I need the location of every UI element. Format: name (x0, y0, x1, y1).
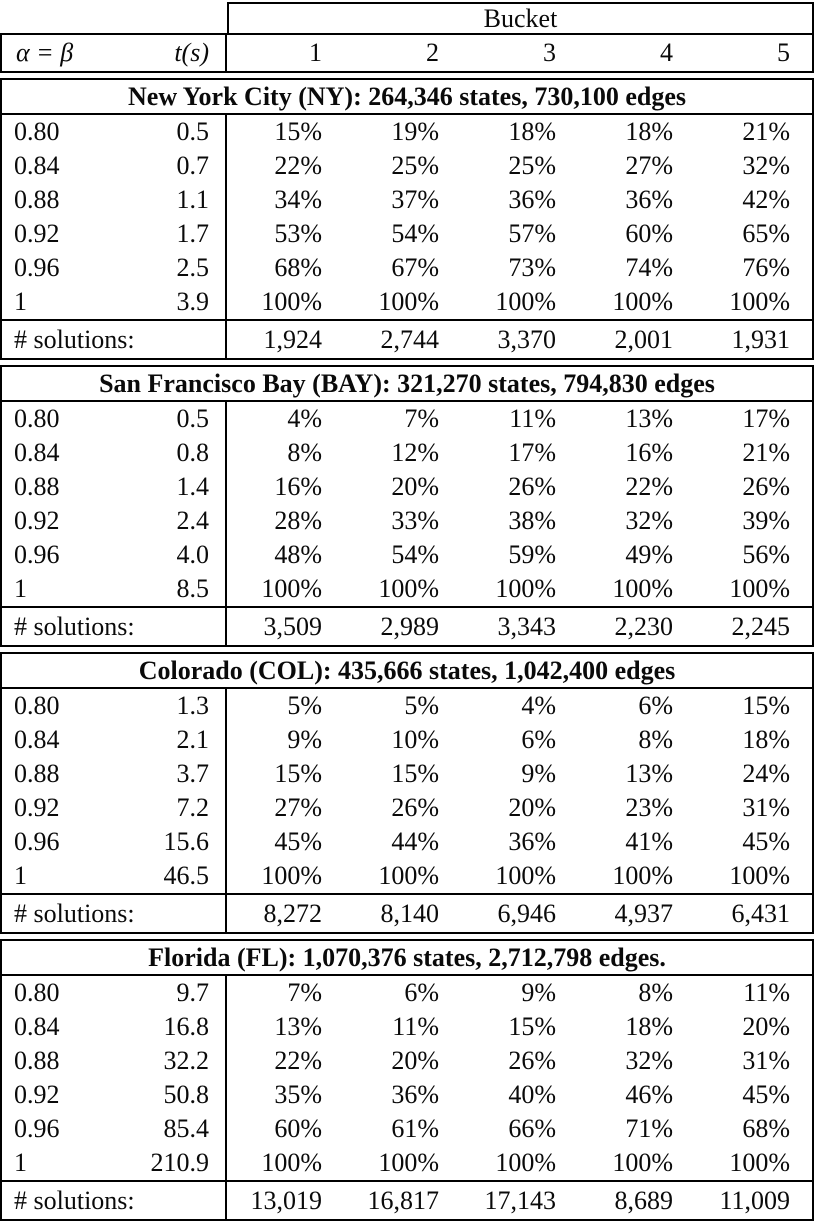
bucket-4-percent-cell: 32% (625, 506, 673, 535)
bucket-5-percent-cell: 17% (742, 404, 790, 433)
t-value-cell: 9.7 (114, 976, 227, 1010)
bucket-5-percent-cell: 31% (742, 1046, 790, 1075)
bucket-1-percent-cell: 15% (274, 759, 322, 788)
section-box (0, 365, 814, 647)
bucket-3-percent-cell: 9% (521, 759, 556, 788)
bucket-2-percent-cell: 36% (391, 1080, 439, 1109)
section-title: Florida (FL): 1,070,376 states, 2,712,798 edges. (2, 941, 812, 976)
table-row (2, 1112, 812, 1146)
alpha-value-cell: 0.96 (14, 253, 60, 282)
alpha-beta-header: α = β (16, 38, 74, 67)
table-row (2, 723, 812, 757)
bucket-1-percent-cell: 7% (287, 978, 322, 1007)
bucket-4-percent-cell: 41% (625, 827, 673, 856)
bucket-1-percent-cell: 68% (274, 253, 322, 282)
bucket-4-percent-cell: 32% (625, 1046, 673, 1075)
bucket-4-percent-cell: 18% (625, 117, 673, 146)
bucket-1-percent-cell: 8% (287, 438, 322, 467)
bucket-5-solutions-cell: 2,245 (731, 612, 790, 641)
bucket-5-percent-cell: 100% (729, 574, 790, 603)
alpha-value-cell: 0.88 (14, 185, 60, 214)
bucket-1-percent-cell: 100% (261, 1148, 322, 1177)
t-value-cell: 8.5 (114, 572, 227, 606)
bucket-2-percent-cell: 10% (391, 725, 439, 754)
corner-spacer (0, 2, 227, 33)
bucket-2-solutions-cell: 2,744 (380, 325, 439, 354)
bucket-1-percent-cell: 4% (287, 404, 322, 433)
bucket-5-percent-cell: 45% (742, 827, 790, 856)
table-row (2, 689, 812, 723)
bucket-3-solutions-cell: 3,343 (497, 612, 556, 641)
bucket-4-percent-cell: 100% (612, 861, 673, 890)
bucket-4-percent-cell: 27% (625, 151, 673, 180)
bucket-3-solutions-cell: 6,946 (497, 899, 556, 928)
bucket-4-percent-cell: 22% (625, 472, 673, 501)
table-row (2, 285, 812, 319)
bucket-3-percent-cell: 26% (508, 1046, 556, 1075)
alpha-value-cell: 0.92 (14, 1080, 60, 1109)
bucket-1-percent-cell: 16% (274, 472, 322, 501)
bucket-3-percent-cell: 100% (495, 287, 556, 316)
bucket-2-percent-cell: 100% (378, 574, 439, 603)
bucket-4-percent-cell: 23% (625, 793, 673, 822)
t-value-cell: 1.3 (114, 689, 227, 723)
bucket-2-percent-cell: 25% (391, 151, 439, 180)
section-box (0, 939, 814, 1221)
alpha-value-cell: 0.88 (14, 472, 60, 501)
section-box (0, 78, 814, 360)
bucket-4-solutions-cell: 2,001 (614, 325, 673, 354)
column-header-row (0, 33, 814, 73)
bucket-3-percent-cell: 40% (508, 1080, 556, 1109)
bucket-1-percent-cell: 22% (274, 151, 322, 180)
bucket-5-percent-cell: 18% (742, 725, 790, 754)
alpha-value-cell: 0.84 (14, 151, 60, 180)
bucket-4-percent-cell: 49% (625, 540, 673, 569)
section-title: New York City (NY): 264,346 states, 730,100 edges (2, 80, 812, 115)
alpha-value-cell: 0.92 (14, 506, 60, 535)
table-row (2, 825, 812, 859)
alpha-value-cell: 0.80 (14, 978, 60, 1007)
bucket-3-percent-cell: 57% (508, 219, 556, 248)
bucket-1-percent-cell: 15% (274, 117, 322, 146)
bucket-4-percent-cell: 16% (625, 438, 673, 467)
t-value-cell: 3.7 (114, 757, 227, 791)
bucket-4-percent-cell: 13% (625, 404, 673, 433)
alpha-value-cell: 0.92 (14, 793, 60, 822)
bucket-3-percent-cell: 66% (508, 1114, 556, 1143)
solutions-label: # solutions: (2, 608, 227, 645)
bucket-1-percent-cell: 45% (274, 827, 322, 856)
t-value-cell: 7.2 (114, 791, 227, 825)
t-value-cell: 2.1 (114, 723, 227, 757)
table-row (2, 1146, 812, 1180)
bucket-3-percent-cell: 6% (521, 725, 556, 754)
table-row (2, 402, 812, 436)
bucket-4-solutions-cell: 4,937 (614, 899, 673, 928)
table-row (2, 1044, 812, 1078)
t-value-cell: 15.6 (114, 825, 227, 859)
alpha-value-cell: 0.96 (14, 827, 60, 856)
bucket-2-solutions-cell: 8,140 (380, 899, 439, 928)
bucket-3-percent-cell: 4% (521, 691, 556, 720)
t-value-cell: 2.5 (114, 251, 227, 285)
bucket-1-percent-cell: 13% (274, 1012, 322, 1041)
bucket-2-percent-cell: 100% (378, 861, 439, 890)
bucket-2-percent-cell: 26% (391, 793, 439, 822)
bucket-1-percent-cell: 100% (261, 287, 322, 316)
t-value-cell: 4.0 (114, 538, 227, 572)
sections-container (0, 78, 814, 1221)
bucket-5-percent-cell: 21% (742, 438, 790, 467)
bucket-3-solutions-cell: 3,370 (497, 325, 556, 354)
bucket-3-percent-cell: 18% (508, 117, 556, 146)
t-value-cell: 0.8 (114, 436, 227, 470)
bucket-5-percent-cell: 100% (729, 861, 790, 890)
t-value-cell: 16.8 (114, 1010, 227, 1044)
bucket-4-percent-cell: 6% (638, 691, 673, 720)
bucket-3-percent-cell: 26% (508, 472, 556, 501)
section-title: Colorado (COL): 435,666 states, 1,042,400 edges (2, 654, 812, 689)
bucket-2-percent-cell: 54% (391, 540, 439, 569)
bucket-3-percent-cell: 17% (508, 438, 556, 467)
bucket-5-percent-cell: 100% (729, 287, 790, 316)
bucket-3-percent-cell: 59% (508, 540, 556, 569)
bucket-5-solutions-cell: 1,931 (731, 325, 790, 354)
bucket-1-solutions-cell: 3,509 (263, 612, 322, 641)
bucket-4-percent-cell: 100% (612, 1148, 673, 1177)
bucket-3-percent-cell: 15% (508, 1012, 556, 1041)
bucket-1-percent-cell: 27% (274, 793, 322, 822)
bucket-1-solutions-cell: 1,924 (263, 325, 322, 354)
bucket-1-percent-cell: 100% (261, 574, 322, 603)
bucket-2-percent-cell: 20% (391, 472, 439, 501)
bucket-5-percent-cell: 76% (742, 253, 790, 282)
alpha-value-cell: 1 (14, 574, 27, 603)
t-value-cell: 85.4 (114, 1112, 227, 1146)
bucket-4-percent-cell: 36% (625, 185, 673, 214)
t-seconds-header: t(s) (114, 35, 227, 71)
bucket-2-percent-cell: 6% (404, 978, 439, 1007)
alpha-value-cell: 0.84 (14, 725, 60, 754)
alpha-value-cell: 0.88 (14, 1046, 60, 1075)
alpha-value-cell: 0.84 (14, 438, 60, 467)
bucket-5-percent-cell: 31% (742, 793, 790, 822)
bucket-4-percent-cell: 74% (625, 253, 673, 282)
t-value-cell: 50.8 (114, 1078, 227, 1112)
table-row (2, 1010, 812, 1044)
bucket-1-percent-cell: 53% (274, 219, 322, 248)
table-row (2, 115, 812, 149)
bucket-1-percent-cell: 9% (287, 725, 322, 754)
bucket-3-percent-cell: 36% (508, 185, 556, 214)
table-row (2, 251, 812, 285)
bucket-2-percent-cell: 19% (391, 117, 439, 146)
table-row (2, 572, 812, 606)
bucket-4-percent-cell: 46% (625, 1080, 673, 1109)
table-row (2, 183, 812, 217)
bucket-1-percent-cell: 34% (274, 185, 322, 214)
bucket-col-header-4: 4 (660, 38, 673, 67)
bucket-3-percent-cell: 36% (508, 827, 556, 856)
bucket-5-percent-cell: 26% (742, 472, 790, 501)
solutions-row (2, 319, 812, 358)
bucket-4-percent-cell: 8% (638, 725, 673, 754)
bucket-3-solutions-cell: 17,143 (484, 1186, 556, 1215)
bucket-5-percent-cell: 11% (743, 978, 790, 1007)
bucket-5-percent-cell: 39% (742, 506, 790, 535)
bucket-1-percent-cell: 28% (274, 506, 322, 535)
alpha-value-cell: 0.92 (14, 219, 60, 248)
bucket-5-solutions-cell: 11,009 (719, 1186, 790, 1215)
bucket-col-header-5: 5 (777, 38, 790, 67)
bucket-4-percent-cell: 71% (625, 1114, 673, 1143)
bucket-5-percent-cell: 24% (742, 759, 790, 788)
bucket-3-percent-cell: 25% (508, 151, 556, 180)
solutions-label: # solutions: (2, 1182, 227, 1219)
bucket-1-percent-cell: 48% (274, 540, 322, 569)
solutions-row (2, 606, 812, 645)
bucket-3-percent-cell: 9% (521, 978, 556, 1007)
bucket-4-percent-cell: 100% (612, 287, 673, 316)
t-value-cell: 2.4 (114, 504, 227, 538)
bucket-1-percent-cell: 35% (274, 1080, 322, 1109)
alpha-value-cell: 1 (14, 1148, 27, 1177)
table-row (2, 538, 812, 572)
bucket-3-percent-cell: 20% (508, 793, 556, 822)
bucket-3-percent-cell: 38% (508, 506, 556, 535)
t-value-cell: 0.5 (114, 115, 227, 149)
bucket-1-percent-cell: 100% (261, 861, 322, 890)
bucket-4-solutions-cell: 2,230 (614, 612, 673, 641)
bucket-2-solutions-cell: 16,817 (367, 1186, 439, 1215)
bucket-row (0, 2, 814, 33)
bucket-2-percent-cell: 61% (391, 1114, 439, 1143)
bucket-3-percent-cell: 100% (495, 574, 556, 603)
table-row (2, 1078, 812, 1112)
bucket-3-percent-cell: 73% (508, 253, 556, 282)
bucket-5-solutions-cell: 6,431 (731, 899, 790, 928)
bucket-5-percent-cell: 32% (742, 151, 790, 180)
t-value-cell: 1.7 (114, 217, 227, 251)
bucket-2-percent-cell: 5% (404, 691, 439, 720)
bucket-2-percent-cell: 7% (404, 404, 439, 433)
t-value-cell: 32.2 (114, 1044, 227, 1078)
bucket-4-percent-cell: 8% (638, 978, 673, 1007)
bucket-3-percent-cell: 100% (495, 861, 556, 890)
bucket-col-header-2: 2 (426, 38, 439, 67)
t-value-cell: 210.9 (114, 1146, 227, 1180)
bucket-4-percent-cell: 18% (625, 1012, 673, 1041)
solutions-label: # solutions: (2, 895, 227, 932)
table-row (2, 470, 812, 504)
alpha-value-cell: 0.80 (14, 691, 60, 720)
bucket-2-percent-cell: 33% (391, 506, 439, 535)
bucket-4-solutions-cell: 8,689 (614, 1186, 673, 1215)
bucket-3-percent-cell: 11% (509, 404, 556, 433)
bucket-2-percent-cell: 12% (391, 438, 439, 467)
alpha-value-cell: 0.80 (14, 117, 60, 146)
bucket-2-percent-cell: 15% (391, 759, 439, 788)
bucket-5-percent-cell: 45% (742, 1080, 790, 1109)
bucket-5-percent-cell: 100% (729, 1148, 790, 1177)
bucket-5-percent-cell: 20% (742, 1012, 790, 1041)
section-box (0, 652, 814, 934)
bucket-5-percent-cell: 15% (742, 691, 790, 720)
section-title: San Francisco Bay (BAY): 321,270 states, 794,830 edges (2, 367, 812, 402)
alpha-value-cell: 1 (14, 287, 27, 316)
table-row (2, 217, 812, 251)
bucket-1-percent-cell: 22% (274, 1046, 322, 1075)
table-row (2, 976, 812, 1010)
bucket-5-percent-cell: 65% (742, 219, 790, 248)
bucket-2-percent-cell: 67% (391, 253, 439, 282)
t-value-cell: 3.9 (114, 285, 227, 319)
bucket-2-solutions-cell: 2,989 (380, 612, 439, 641)
table-row (2, 757, 812, 791)
t-value-cell: 1.1 (114, 183, 227, 217)
t-value-cell: 0.5 (114, 402, 227, 436)
bucket-2-percent-cell: 11% (392, 1012, 439, 1041)
bucket-2-percent-cell: 54% (391, 219, 439, 248)
bucket-2-percent-cell: 100% (378, 1148, 439, 1177)
bucket-5-percent-cell: 21% (742, 117, 790, 146)
bucket-2-percent-cell: 20% (391, 1046, 439, 1075)
solutions-label: # solutions: (2, 321, 227, 358)
solutions-row (2, 893, 812, 932)
bucket-1-percent-cell: 60% (274, 1114, 322, 1143)
bucket-3-percent-cell: 100% (495, 1148, 556, 1177)
t-value-cell: 46.5 (114, 859, 227, 893)
t-value-cell: 0.7 (114, 149, 227, 183)
alpha-value-cell: 0.88 (14, 759, 60, 788)
table-row (2, 436, 812, 470)
table-row (2, 859, 812, 893)
alpha-value-cell: 0.80 (14, 404, 60, 433)
table-row (2, 504, 812, 538)
alpha-value-cell: 0.96 (14, 540, 60, 569)
bucket-5-percent-cell: 68% (742, 1114, 790, 1143)
bucket-4-percent-cell: 13% (625, 759, 673, 788)
bucket-col-header-1: 1 (309, 38, 322, 67)
solutions-row (2, 1180, 812, 1219)
bucket-1-solutions-cell: 13,019 (250, 1186, 322, 1215)
bucket-2-percent-cell: 100% (378, 287, 439, 316)
bucket-2-percent-cell: 37% (391, 185, 439, 214)
bucket-2-percent-cell: 44% (391, 827, 439, 856)
alpha-value-cell: 0.96 (14, 1114, 60, 1143)
alpha-value-cell: 0.84 (14, 1012, 60, 1041)
bucket-5-percent-cell: 42% (742, 185, 790, 214)
bucket-header: Bucket (227, 2, 814, 33)
alpha-value-cell: 1 (14, 861, 27, 890)
table-row (2, 149, 812, 183)
bucket-1-solutions-cell: 8,272 (263, 899, 322, 928)
bucket-1-percent-cell: 5% (287, 691, 322, 720)
bucket-5-percent-cell: 56% (742, 540, 790, 569)
bucket-4-percent-cell: 100% (612, 574, 673, 603)
t-value-cell: 1.4 (114, 470, 227, 504)
table-row (2, 791, 812, 825)
bucket-4-percent-cell: 60% (625, 219, 673, 248)
bucket-col-header-3: 3 (543, 38, 556, 67)
